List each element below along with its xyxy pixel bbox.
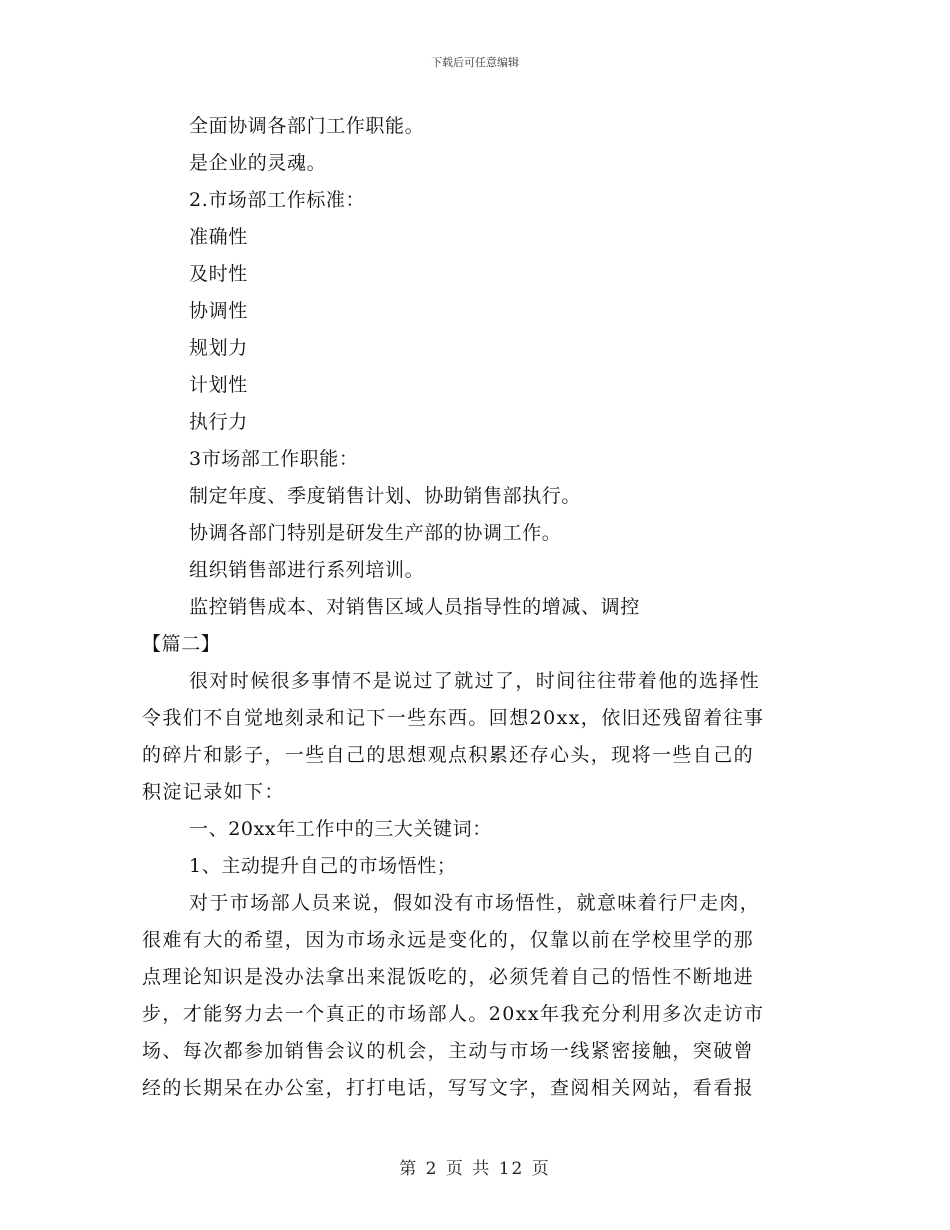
paragraph-line: 很对时候很多事情不是说过了就过了，时间往往带着他的选择性 [189,670,761,692]
list-line: 计划性 [189,374,248,396]
list-line: 2.市场部工作标准： [189,189,366,211]
paragraph-line: 的碎片和影子，一些自己的思想观点积累还存心头，现将一些自己的 [142,744,755,766]
list-line: 协调性 [189,300,248,322]
paragraph-market-sense [142,885,802,1107]
heading-keywords: 一、20xx年工作中的三大关键词： [189,818,492,840]
paragraph-line: 点理论知识是没办法拿出来混饭吃的，必须凭着自己的悟性不断地进 [142,966,755,988]
page-header: 下载后可任意编辑 [431,56,519,69]
list-line: 是企业的灵魂。 [189,152,327,174]
paragraph-line: 经的长期呆在办公室，打打电话，写写文字，查阅相关网站，看看报 [142,1077,755,1099]
paragraph-line: 积淀记录如下： [142,781,285,803]
heading-market-sense: 1、主动提升自己的市场悟性； [189,855,457,877]
list-line: 全面协调各部门工作职能。 [189,115,425,137]
paragraph-line: 令我们不自觉地刻录和记下一些东西。回想20xx，依旧还残留着往事 [142,707,765,729]
list-line: 及时性 [189,263,248,285]
paragraph-line: 对于市场部人员来说，假如没有市场悟性，就意味着行尸走肉， [189,892,761,914]
list-line: 监控销售成本、对销售区域人员指导性的增减、调控 [189,596,640,618]
list-line: 3市场部工作职能： [189,448,359,470]
list-line: 准确性 [189,226,248,248]
list-line: 组织销售部进行系列培训。 [189,559,425,581]
paragraph-line: 步，才能努力去一个真正的市场部人。20xx年我充分利用多次走访市 [142,1003,765,1025]
list-line: 制定年度、季度销售计划、协助销售部执行。 [189,485,582,507]
section-title: 【篇二】 [142,633,221,655]
list-line: 规划力 [189,337,248,359]
list-line: 执行力 [189,411,248,433]
document-body [142,108,802,1107]
paragraph-line: 很难有大的希望，因为市场永远是变化的，仅靠以前在学校里学的那 [142,929,755,951]
page-footer: 第 2 页 共 12 页 [399,1159,551,1179]
paragraph-intro [142,663,802,811]
list-line: 协调各部门特别是研发生产部的协调工作。 [189,522,562,544]
paragraph-line: 场、每次都参加销售会议的机会，主动与市场一线紧密接触，突破曾 [142,1040,755,1062]
